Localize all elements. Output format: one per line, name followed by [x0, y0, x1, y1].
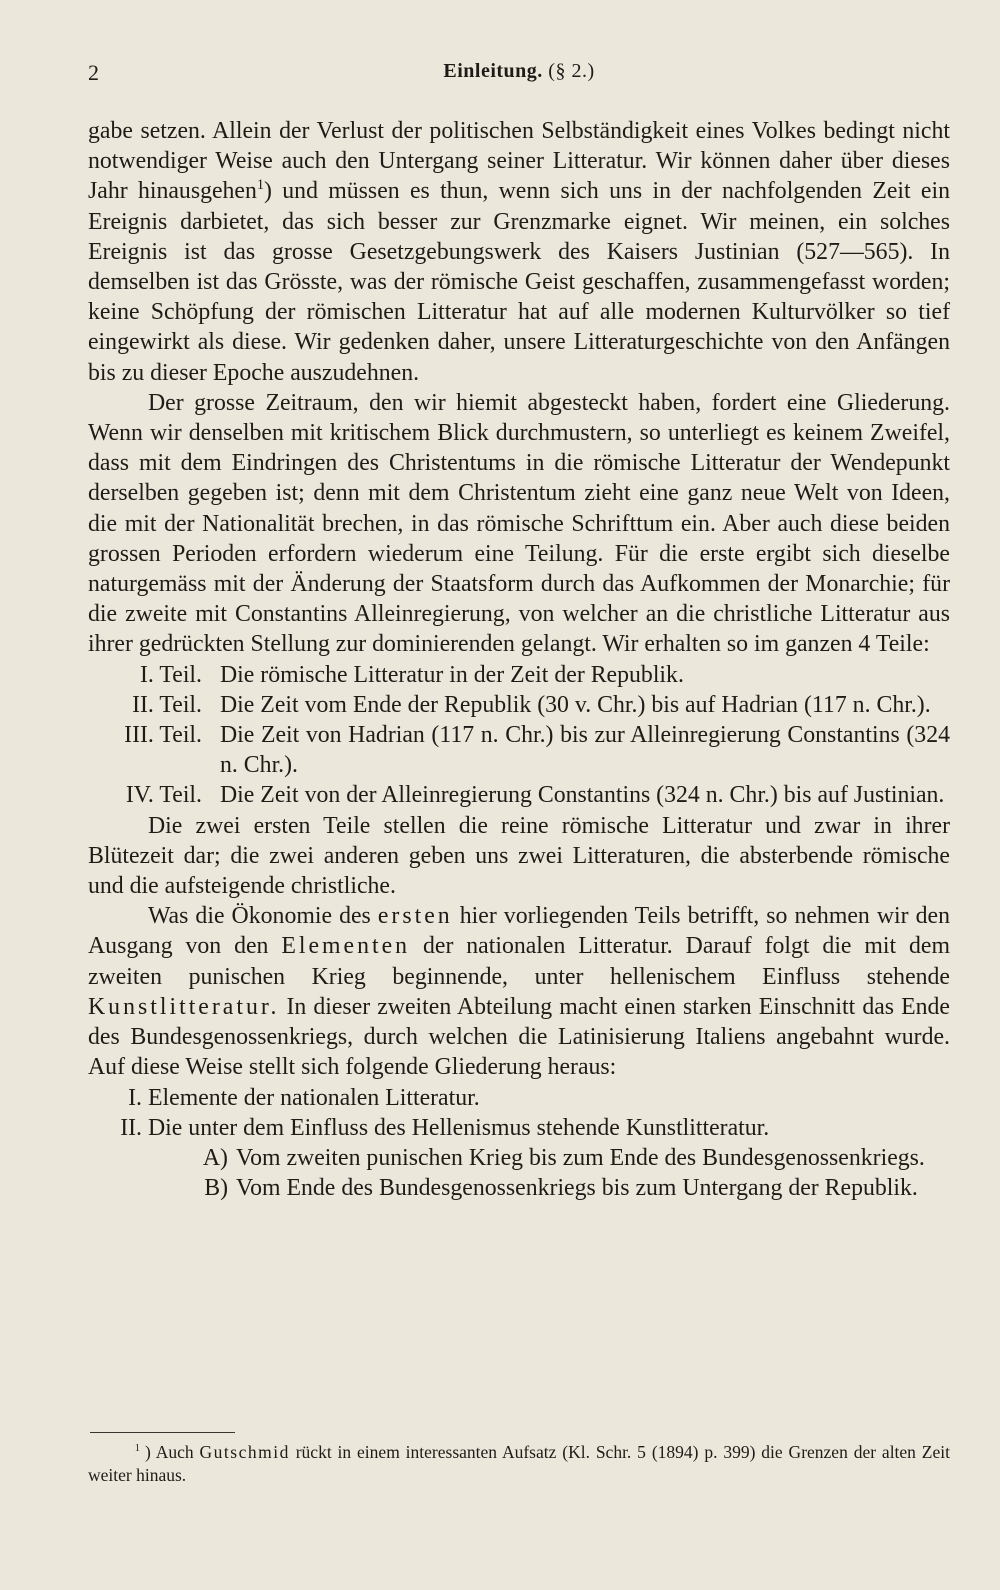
- outline-text: Die unter dem Einfluss des Hellenismus stehende Kunstlitteratur.: [148, 1114, 770, 1141]
- emphasis-text: Kunstlitteratur.: [88, 993, 280, 1020]
- footnote-text: ) Auch: [145, 1442, 200, 1462]
- outline-subitem: [88, 1173, 950, 1203]
- emphasis-text: Elementen: [281, 933, 411, 960]
- paragraph-text: gabe setzen. Allein der Verlust der politischen Selbständigkeit eines Volkes bedingt nicht notwendiger Weise auch den Untergang seiner Litteratur. Wir können daher über dieses Jahr hinausgehen: [88, 118, 950, 205]
- footnote-author: Gutschmid: [199, 1442, 290, 1462]
- paragraph-text: hier vorliegenden Teils betrifft, so nehmen wir den Ausgang von den: [88, 903, 950, 960]
- page-number: 2: [88, 60, 99, 85]
- running-head-title: Einleitung.: [443, 60, 543, 82]
- part-text: Die Zeit von Hadrian (117 n. Chr.) bis zur Alleinregierung Constantins (324 n. Chr.).: [220, 722, 950, 779]
- running-head: [88, 60, 950, 83]
- paragraph-text: In dieser zweiten Abteilung macht einen starken Einschnitt das Ende des Bundesgenossenkriegs, durch welchen die Latinisierung Italiens angebahnt wurde. Auf diese Weise stellt sich folgende Gliederung heraus:: [88, 993, 950, 1081]
- outline-item: [88, 1083, 950, 1113]
- part-item: [88, 720, 950, 780]
- part-number: IV. Teil.: [125, 782, 202, 809]
- body-text: [88, 116, 950, 1203]
- outline-number: II.: [120, 1114, 142, 1141]
- outline-number: A): [202, 1144, 228, 1171]
- emphasis-text: ersten: [377, 903, 453, 930]
- outline-number: B): [204, 1175, 228, 1202]
- outline-item: [88, 1113, 950, 1143]
- footnote-divider: [90, 1432, 235, 1433]
- paragraph-text: ) und müssen es thun, wenn sich uns in der nachfolgenden Zeit ein Ereignis darbietet, das sich besser zur Grenzmarke eignet. Wir meinen, ein solches Ereignis ist das grosse Gesetzgebungswerk des Kaisers Justinian (527—565). In demselben ist das Grösste, was der römische Geist geschaffen, zusammengefasst worden; keine Schöpfung der römischen Litteratur hat auf alle modernen Kulturvölker so tief eingewirkt als diese. Wir gedenken daher, unsere Litteraturgeschichte von den Anfängen bis zu dieser Epoche auszudehnen.: [88, 178, 951, 386]
- footnote: [88, 1441, 950, 1487]
- footnote-reference: 1: [256, 177, 265, 194]
- outline-text: Elemente der nationalen Litteratur.: [148, 1084, 480, 1111]
- paragraph: Die zwei ersten Teile stellen die reine römische Litteratur und zwar in ihrer Blütezeit dar; die zwei anderen geben uns zwei Litteraturen, die absterbende römische und die aufsteigende christliche.: [88, 812, 950, 900]
- outline-list: [88, 1083, 950, 1204]
- page-header: [88, 60, 950, 90]
- part-text: Die Zeit von der Alleinregierung Constantins (324 n. Chr.) bis auf Justinian.: [220, 782, 945, 809]
- paragraph: [88, 901, 950, 1082]
- paragraph: [88, 116, 950, 388]
- paragraph-text: Was die Ökonomie des: [148, 903, 378, 930]
- outline-subitem: [88, 1143, 950, 1173]
- paragraph-text: der nationalen Litteratur. Darauf folgt die mit dem zweiten punischen Krieg beginnende, unter hellenischem Einfluss stehende: [88, 933, 950, 990]
- part-text: Die Zeit vom Ende der Republik (30 v. Chr.) bis auf Hadrian (117 n. Chr.).: [220, 691, 931, 718]
- outline-text: Vom Ende des Bundesgenossenkriegs bis zum Untergang der Republik.: [236, 1175, 918, 1202]
- footnote-mark: 1: [134, 1443, 140, 1455]
- part-text: Die römische Litteratur in der Zeit der Republik.: [220, 661, 684, 688]
- paragraph: Der grosse Zeitraum, den wir hiemit abgesteckt haben, fordert eine Gliederung. Wenn wir denselben mit kritischem Blick durchmustern, so unterliegt es keinem Zweifel, dass mit dem Eindringen des Christentums in die römische Litteratur der Wendepunkt derselben gegeben ist; denn mit dem Christentum zieht eine ganz neue Welt von Ideen, die mit der Nationalität brechen, in das römische Schrifttum ein. Aber auch diese beiden grossen Perioden erfordern wiederum eine Teilung. Für die erste ergibt sich dieselbe naturgemäss mit der Änderung der Staatsform durch das Aufkommen der Monarchie; für die zweite mit Constantins Alleinregierung, von welcher an die christliche Litteratur aus ihrer gedrückten Stellung zur dominierenden gelangt. Wir erhalten so im ganzen 4 Teile:: [88, 389, 950, 658]
- footnote-text: rückt in einem interessanten Aufsatz (Kl. Schr. 5 (1894) p. 399) die Grenzen der alten Zeit weiter hinaus.: [88, 1442, 950, 1485]
- part-number: I. Teil.: [139, 661, 202, 688]
- part-item: [88, 690, 950, 720]
- parts-list: [88, 660, 950, 811]
- outline-number: I.: [128, 1084, 142, 1111]
- outline-text: Vom zweiten punischen Krieg bis zum Ende des Bundesgenossenkriegs.: [236, 1144, 925, 1171]
- part-item: [88, 660, 950, 690]
- part-number: III. Teil.: [124, 722, 202, 749]
- part-item: [88, 780, 950, 810]
- running-head-section: (§ 2.): [548, 60, 595, 82]
- part-number: II. Teil.: [132, 691, 202, 718]
